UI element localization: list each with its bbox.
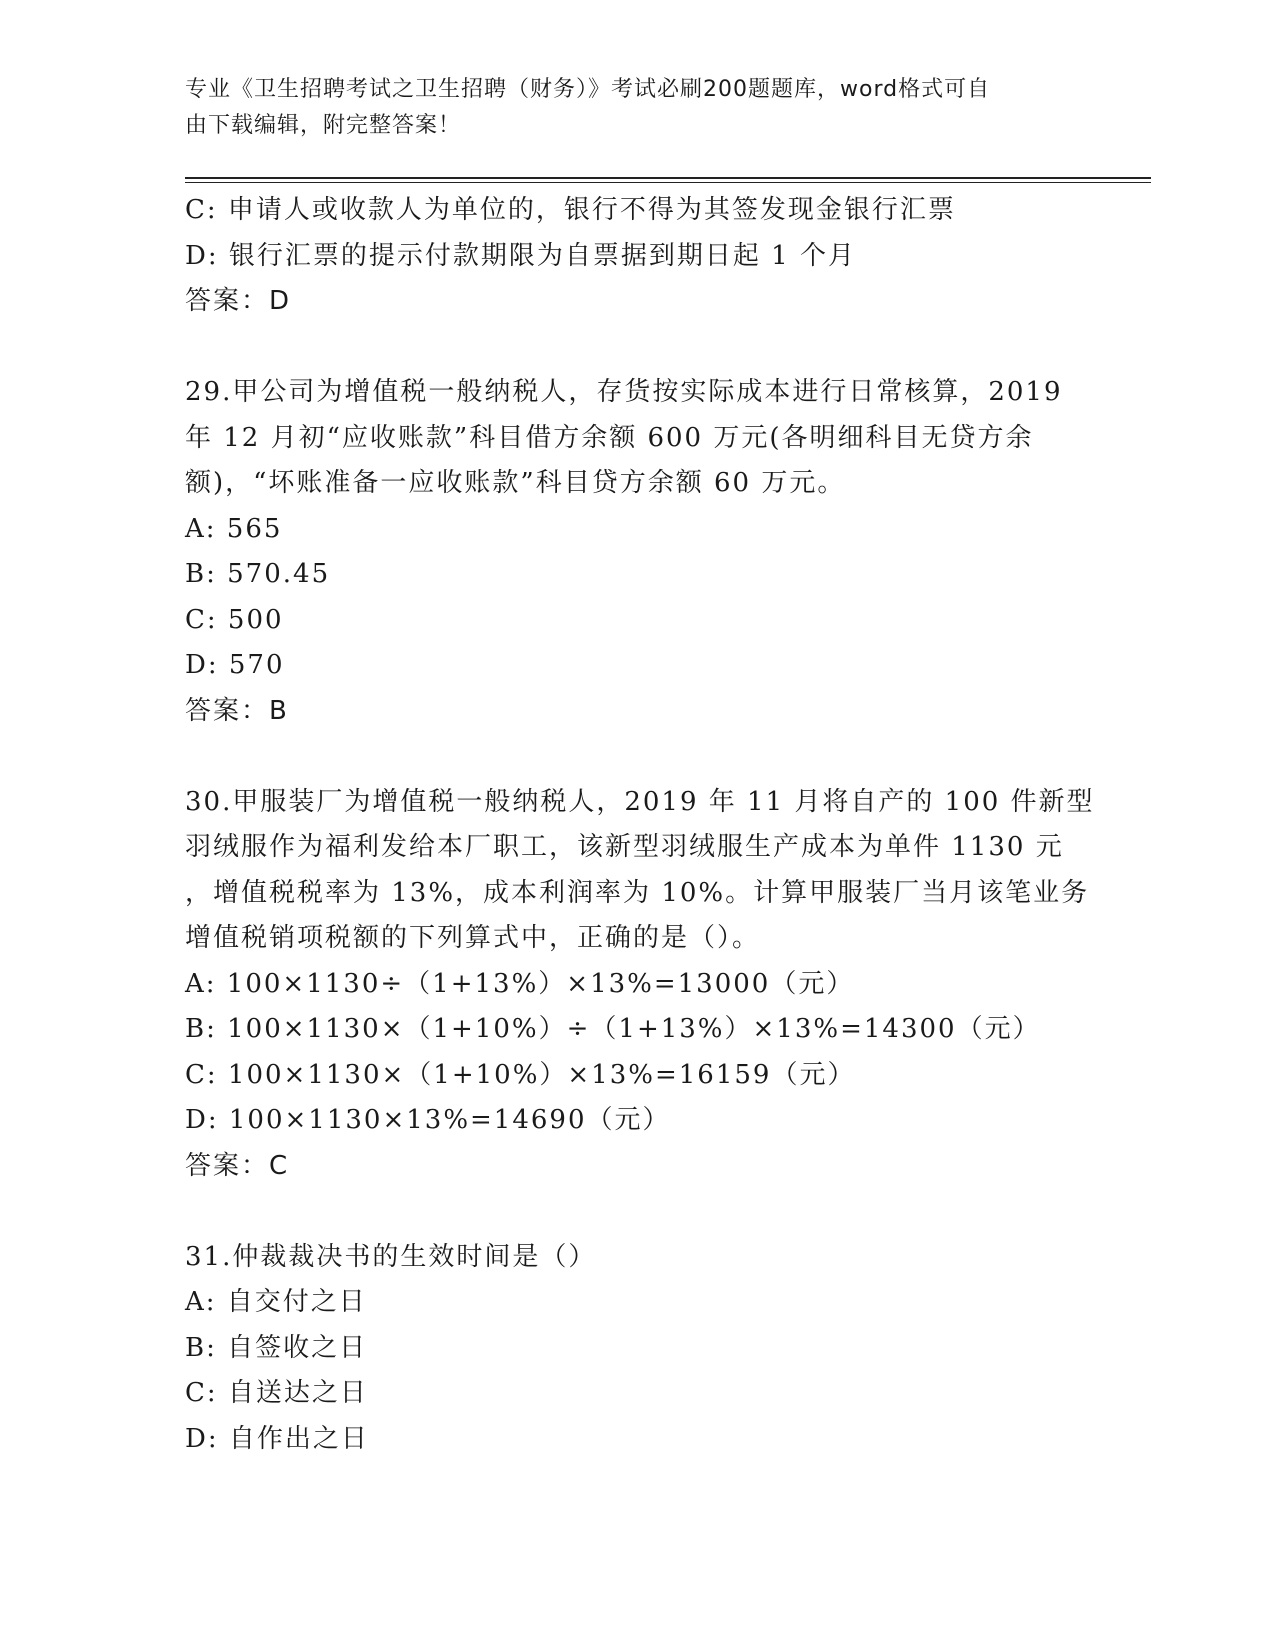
q30-option-d: D: 100×1130×13%=14690（元） — [185, 1105, 671, 1135]
q30-option-c: C: 100×1130×（1+10%）×13%=16159（元） — [185, 1059, 856, 1090]
question-31 — [185, 1235, 1085, 1463]
q30-answer: 答案：C — [185, 1150, 290, 1181]
q29-text-line-1: 29.甲公司为增值税一般纳税人，存货按实际成本进行日常核算，2019 — [185, 377, 1063, 407]
q30-option-b: B: 100×1130×（1+10%）÷（1+13%）×13%=14300（元） — [185, 1014, 1041, 1044]
q29-option-b: B: 570.45 — [185, 559, 331, 589]
q31-option-a: A: 自交付之日 — [185, 1287, 367, 1317]
q29-text-line-2: 年 12 月初“应收账款”科目借方余额 600 万元(各明细科目无贷方余 — [185, 422, 1034, 453]
q29-text-line-3: 额)，“坏账准备一应收账款”科目贷方余额 60 万元。 — [185, 468, 846, 498]
question-29 — [185, 370, 1085, 734]
question-30 — [185, 780, 1095, 1190]
spacer — [185, 1189, 1085, 1235]
q31-option-d: D: 自作出之日 — [185, 1423, 369, 1454]
q30-option-a: A: 100×1130÷（1+13%）×13%=13000（元） — [185, 968, 855, 999]
q31-option-c: C: 自送达之日 — [185, 1378, 368, 1408]
q28-option-d: D: 银行汇票的提示付款期限为自票据到期日起 1 个月 — [185, 240, 856, 271]
q30-text-line-4: 增值税销项税额的下列算式中，正确的是（）。 — [185, 923, 761, 953]
header-divider-thick — [185, 177, 1151, 179]
q29-option-c: C: 500 — [185, 604, 284, 635]
spacer — [185, 325, 1085, 371]
q31-option-b: B: 自签收之日 — [185, 1332, 368, 1363]
q28-answer: 答案：D — [185, 286, 292, 316]
document-header — [185, 72, 1065, 144]
header-line-2: 由下载编辑，附完整答案！ — [185, 113, 462, 138]
header-line-1: 专业《卫生招聘考试之卫生招聘（财务）》考试必刷200题题库，word格式可自 — [185, 77, 991, 102]
q29-option-d: D: 570 — [185, 650, 285, 680]
q28-option-c: C: 申请人或收款人为单位的，银行不得为其签发现金银行汇票 — [185, 195, 956, 225]
question-28 — [185, 188, 1085, 325]
q31-text-line-1: 31.仲裁裁决书的生效时间是（） — [185, 1241, 597, 1272]
q29-answer: 答案：B — [185, 695, 289, 726]
q30-text-line-1: 30.甲服装厂为增值税一般纳税人，2019 年 11 月将自产的 100 件新型 — [185, 786, 1095, 817]
header-divider-thin — [185, 182, 1151, 183]
q30-text-line-2: 羽绒服作为福利发给本厂职工，该新型羽绒服生产成本为单件 1130 元 — [185, 832, 1064, 862]
spacer — [185, 734, 1085, 780]
question-list — [185, 188, 1095, 1462]
q29-option-a: A: 565 — [185, 513, 283, 544]
q30-text-line-3: ，增值税税率为 13%，成本利润率为 10%。计算甲服装厂当月该笔业务 — [185, 877, 1090, 908]
